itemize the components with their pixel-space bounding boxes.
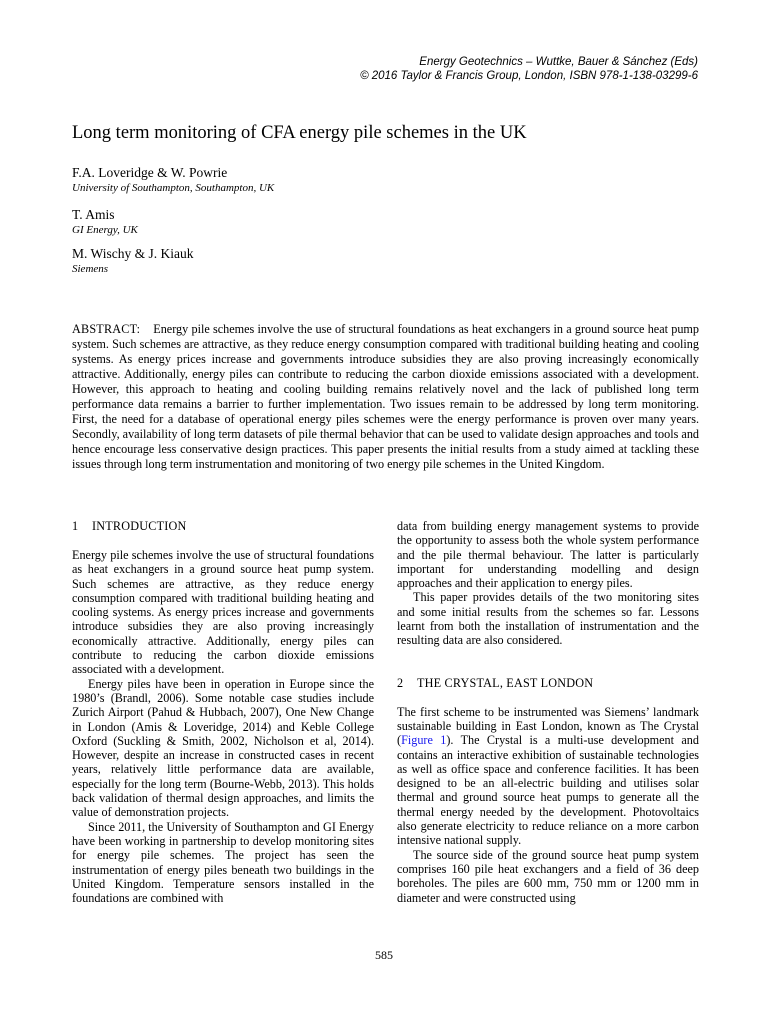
crystal-text-before-link: The first scheme to be instrumented was Siemens’ landmark sustainable building in East London, known as The Crystal ( xyxy=(397,704,699,748)
author-affiliation: University of Southampton, Southampton, UK xyxy=(72,182,275,194)
section-heading-introduction xyxy=(72,519,374,534)
intro-paragraph-3: Since 2011, the University of Southampton and GI Energy have been working in partnership to develop monitoring sites for energy pile schemes. The project has seen the instrumentation of energy piles beneath two buildings in the United Kingdom. Temperature sensors installed in the foundations are combined with xyxy=(72,819,374,906)
intro-paragraph-1: Energy pile schemes involve the use of structural foundations as heat exchangers in a ground source heat pump system. Such schemes are attractive, as they reduce energy consumption compared with traditional building heating and cooling systems. As energy prices increase and governments introduce subsidies they are also proving increasingly economically attractive. Additionally, energy piles can contribute to reducing the carbon dioxide emissions associated with a development. xyxy=(72,548,374,677)
crystal-paragraph-2: The source side of the ground source heat pump system comprises 160 pile heat exchangers and a field of 36 deep boreholes. The piles are 600 mm, 750 mm or 1200 mm in diameter and were constructed using xyxy=(397,847,699,905)
section-heading-crystal xyxy=(397,676,699,691)
author-names: M. Wischy & J. Kiauk xyxy=(72,246,194,261)
author-affiliation: GI Energy, UK xyxy=(72,224,138,236)
page-number: 585 xyxy=(375,948,393,962)
abstract-label: ABSTRACT: xyxy=(72,322,141,336)
author-affiliation: Siemens xyxy=(72,263,109,275)
author-group-2 xyxy=(72,207,138,237)
header-copyright: © 2016 Taylor & Francis Group, London, ISBN 978-1-138-03299-6 xyxy=(360,70,698,82)
abstract-text: Energy pile schemes involve the use of structural foundations as heat exchangers in a ground source heat pump system. Such schemes are attractive, as they reduce energy consumption compared with traditional building heating and cooling systems. As energy prices increase and governments introduce subsidies they are also proving increasingly economically attractive. Additionally, energy piles can contribute to reducing the carbon dioxide emissions associated with a development. However, this approach to heating and cooling building remains relatively novel and the lack of published long term performance data remains a barrier to further implementation. Two issues remain to be addressed by long term monitoring. First, the need for a database of operational energy piles schemes were the energy performance is proven over many years. Secondly, availability of long term datasets of pile thermal behavior that can be used to validate design approaches and tools and hence encourage less conservative design practices. This paper presents the initial results from a study aimed at tackling these issues through long term instrumentation and monitoring of two energy pile schemes in the United Kingdom. xyxy=(72,322,700,471)
crystal-text-after-link: ). The Crystal is a multi-use development and contains an interactive exhibition of sustainable technologies as well as office space and conference facilities. It has been designed to be an all-electric building and utilises solar thermal and ground source heat pumps to generate all the thermal energy needed by the development. Photovoltaics also generate electricity to reduce reliance on a more carbon intensive national supply. xyxy=(397,733,699,848)
intro-paragraph-2: Energy piles have been in operation in Europe since the 1980’s (Brandl, 2006). Some notable case studies include Zurich Airport (Pahud & Hubbach, 2007), One New Change in London (Amis & Loveridge, 2014) and Keble College Oxford (Suckling & Smith, 2002, Nicholson et al, 2014). However, despite an increase in constructed cases in recent years, relatively little performance data are available, especially for the long term (Bourne-Webb, 2013). This holds back validation of thermal design approaches, and limits the value of demonstration projects. xyxy=(72,676,374,820)
section-title: INTRODUCTION xyxy=(92,519,187,533)
author-group-1 xyxy=(72,165,274,195)
author-group-3 xyxy=(72,246,193,276)
right-column xyxy=(397,519,699,905)
intro-paragraph-4: This paper provides details of the two monitoring sites and some initial results from the schemes so far. Lessons learnt from both the installation of instrumentation and the resulting data are also considered. xyxy=(397,590,699,648)
header-editors: Energy Geotechnics – Wuttke, Bauer & Sánchez (Eds) xyxy=(419,56,698,68)
paper-title: Long term monitoring of CFA energy pile schemes in the UK xyxy=(72,123,527,143)
section-number: 2 xyxy=(397,675,404,690)
author-names: F.A. Loveridge & W. Powrie xyxy=(72,165,228,180)
intro-paragraph-3-continued: data from building energy management systems to provide the opportunity to assess both the whole system performance and the pile thermal behaviour. The latter is particularly important for understanding modelling and design approaches and their application to energy piles. xyxy=(397,519,699,591)
author-names: T. Amis xyxy=(72,207,115,222)
abstract xyxy=(72,322,699,472)
section-number: 1 xyxy=(72,519,79,533)
section-title: THE CRYSTAL, EAST LONDON xyxy=(417,675,594,690)
crystal-paragraph-1 xyxy=(397,705,699,848)
figure-1-link[interactable]: Figure 1 xyxy=(401,733,447,748)
left-column xyxy=(72,519,374,905)
running-header xyxy=(360,55,698,83)
